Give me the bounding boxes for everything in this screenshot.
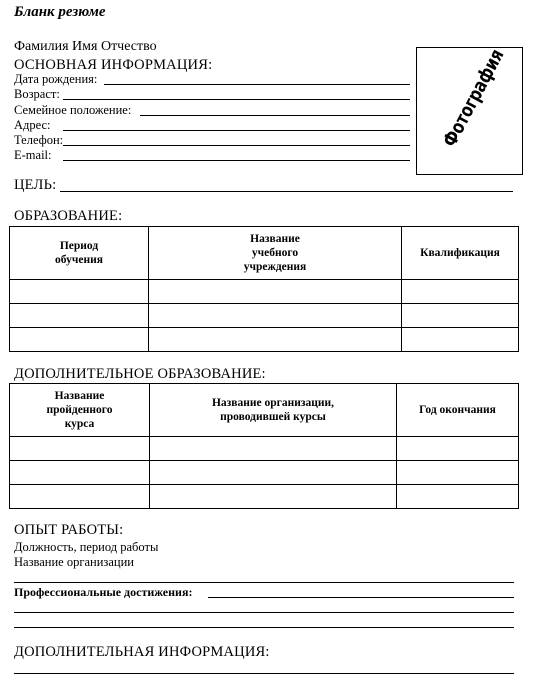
table-row [10, 485, 519, 509]
table-cell[interactable] [150, 437, 397, 461]
field-email-label: E-mail: [14, 148, 52, 162]
achievements-line[interactable] [208, 597, 514, 598]
table-cell[interactable] [397, 485, 519, 509]
field-birth-date-label: Дата рождения: [14, 72, 98, 86]
table-cell[interactable] [10, 485, 150, 509]
education-col-period: Период обучения [10, 227, 149, 280]
photo-box[interactable] [416, 47, 523, 175]
basic-info-heading: ОСНОВНАЯ ИНФОРМАЦИЯ: [14, 57, 213, 73]
table-row [10, 437, 519, 461]
field-age-line[interactable] [63, 99, 410, 100]
table-cell[interactable] [402, 280, 519, 304]
additional-education-table [9, 383, 519, 509]
table-cell[interactable] [10, 328, 149, 352]
additional-info-heading: ДОПОЛНИТЕЛЬНАЯ ИНФОРМАЦИЯ: [14, 644, 270, 660]
work-organization-label: Название организации [14, 555, 134, 569]
additional-education-col-organization: Название организации, проводившей курсы [150, 384, 397, 437]
table-cell[interactable] [149, 304, 402, 328]
education-header-row [10, 227, 519, 280]
additional-education-header-row [10, 384, 519, 437]
work-blank-line[interactable] [14, 582, 514, 583]
field-address-line[interactable] [63, 130, 410, 131]
work-heading: ОПЫТ РАБОТЫ: [14, 522, 124, 538]
additional-education-heading: ДОПОЛНИТЕЛЬНОЕ ОБРАЗОВАНИЕ: [14, 366, 266, 382]
achievements-line[interactable] [14, 627, 514, 628]
work-position-period-label: Должность, период работы [14, 540, 159, 554]
table-cell[interactable] [149, 280, 402, 304]
education-table [9, 226, 519, 352]
education-heading: ОБРАЗОВАНИЕ: [14, 208, 123, 224]
additional-info-line[interactable] [14, 673, 514, 674]
education-col-institution: Название учебного учреждения [149, 227, 402, 280]
field-marital-status-line[interactable] [140, 115, 410, 116]
additional-education-col-year: Год окончания [397, 384, 519, 437]
table-cell[interactable] [149, 328, 402, 352]
table-cell[interactable] [10, 304, 149, 328]
goal-line[interactable] [60, 191, 513, 192]
table-cell[interactable] [402, 304, 519, 328]
field-email-line[interactable] [63, 160, 410, 161]
table-row [10, 328, 519, 352]
achievements-label: Профессиональные достижения: [14, 585, 193, 599]
table-row [10, 280, 519, 304]
achievements-line[interactable] [14, 612, 514, 613]
field-age-label: Возраст: [14, 87, 60, 101]
field-birth-date-line[interactable] [104, 84, 410, 85]
education-col-qualification: Квалификация [402, 227, 519, 280]
table-cell[interactable] [10, 437, 150, 461]
table-cell[interactable] [10, 461, 150, 485]
table-cell[interactable] [150, 485, 397, 509]
field-phone-label: Телефон: [14, 133, 64, 147]
additional-education-col-course: Название пройденного курса [10, 384, 150, 437]
table-cell[interactable] [397, 437, 519, 461]
field-phone-line[interactable] [63, 145, 410, 146]
form-title: Бланк резюме [14, 4, 106, 20]
table-row [10, 304, 519, 328]
field-marital-status-label: Семейное положение: [14, 103, 132, 117]
table-cell[interactable] [10, 280, 149, 304]
table-cell[interactable] [397, 461, 519, 485]
full-name-label: Фамилия Имя Отчество [14, 39, 157, 54]
table-cell[interactable] [150, 461, 397, 485]
photo-label: Фотография [438, 45, 509, 151]
table-cell[interactable] [402, 328, 519, 352]
field-address-label: Адрес: [14, 118, 51, 132]
table-row [10, 461, 519, 485]
goal-label: ЦЕЛЬ: [14, 177, 57, 193]
